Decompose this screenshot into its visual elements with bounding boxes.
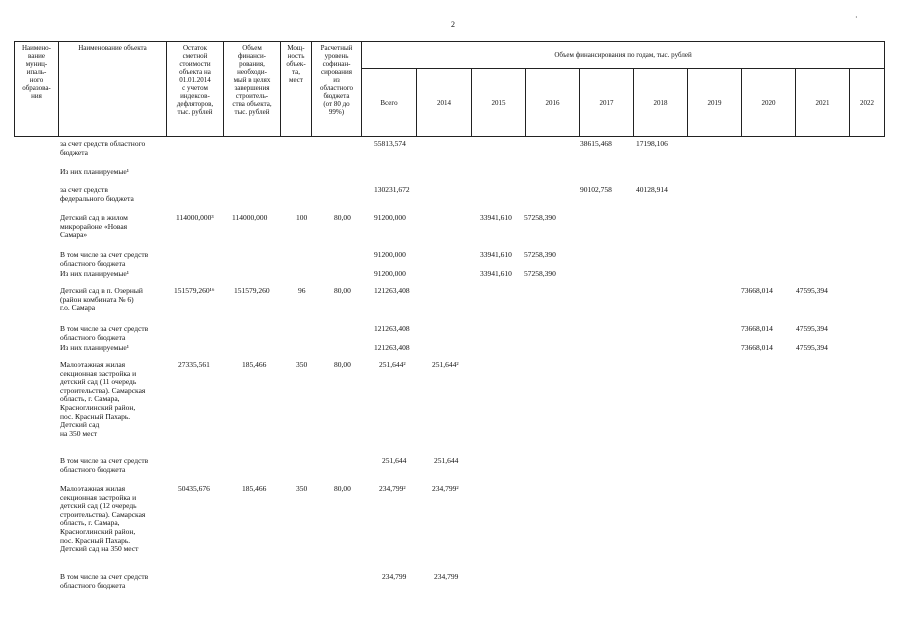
cell-total: 121263,408 — [374, 343, 410, 352]
page-number: 2 — [451, 20, 455, 29]
row-label: В том числе за счет средств областного бюджета — [60, 572, 149, 590]
row-label: за счет средств федерального бюджета — [60, 185, 134, 203]
col-total: Всего — [362, 69, 417, 137]
cell-2016: 57258,390 — [524, 250, 556, 259]
row-label: за счет средств областного бюджета — [60, 139, 146, 157]
cell-residual: 27335,561 — [178, 360, 210, 369]
col-year-2018: 2018 — [634, 69, 688, 137]
col-capacity: Мощ- ность объек- та, мест — [281, 42, 312, 137]
cell-total: 121263,408 — [374, 286, 410, 295]
cell-capacity: 96 — [298, 286, 306, 295]
col-year-2016: 2016 — [526, 69, 580, 137]
cell-2021: 47595,394 — [796, 343, 828, 352]
cell-2021: 47595,394 — [796, 324, 828, 333]
cell-capacity: 350 — [296, 484, 308, 493]
cell-residual: 50435,676 — [178, 484, 210, 493]
row-label: Из них планируемые¹ — [60, 167, 130, 176]
col-year-2014: 2014 — [417, 69, 472, 137]
cell-cofin: 80,00 — [334, 484, 351, 493]
row-label: Из них планируемые¹ — [60, 269, 130, 278]
col-year-2020: 2020 — [742, 69, 796, 137]
cell-capacity: 100 — [296, 213, 308, 222]
cell-2015: 33941,610 — [480, 250, 512, 259]
cell-residual: 151579,260¹⁶ — [174, 286, 215, 295]
col-year-2021: 2021 — [796, 69, 850, 137]
col-years-group: Объем финансирования по годам, тыс. рублей — [362, 42, 885, 69]
cell-total: 91200,000 — [374, 213, 406, 222]
cell-total: 91200,000 — [374, 269, 406, 278]
cell-2014: 251,644² — [432, 360, 459, 369]
row-label: Из них планируемые¹ — [60, 343, 130, 352]
col-year-2022: 2022 — [850, 69, 885, 137]
cell-cofin: 80,00 — [334, 360, 351, 369]
cell-total: 234,799² — [379, 484, 406, 493]
cell-2014: 234,799 — [434, 572, 459, 581]
col-residual: Остаток сметной стоимости объекта на 01.01.2014 с учетом индексов- дефляторов, тыс. рублей — [167, 42, 224, 137]
row-label: В том числе за счет средств областного бюджета — [60, 324, 149, 342]
cell-total: 251,644² — [379, 360, 406, 369]
cell-2018: 40128,914 — [636, 185, 668, 194]
stray-mark: · — [855, 13, 858, 22]
cell-cofin: 80,00 — [334, 286, 351, 295]
cell-2020: 73668,014 — [741, 286, 773, 295]
cell-2016: 57258,390 — [524, 269, 556, 278]
cell-residual: 114000,000³ — [176, 213, 214, 222]
row-label: Малоэтажная жилая секционная застройка и детский сад (12 очередь строительства). Самарская область, г. Самара, Красноглинский район, пос. Красный Пахарь. Детский сад на 350 мест — [60, 484, 146, 554]
cell-2018: 17198,106 — [636, 139, 668, 148]
cell-total: 55813,574 — [374, 139, 406, 148]
cell-cofin: 80,00 — [334, 213, 351, 222]
cell-2014: 251,644 — [434, 456, 459, 465]
cell-total: 130231,672 — [374, 185, 410, 194]
cell-2014: 234,799² — [432, 484, 459, 493]
col-year-2017: 2017 — [580, 69, 634, 137]
cell-total: 91200,000 — [374, 250, 406, 259]
cell-total: 251,644 — [382, 456, 407, 465]
cell-volume: 185,466 — [242, 484, 267, 493]
cell-2015: 33941,610 — [480, 269, 512, 278]
cell-2015: 33941,610 — [480, 213, 512, 222]
col-year-2019: 2019 — [688, 69, 742, 137]
col-municipality: Наимено- вание муниц- ипаль- ного образова- ния — [15, 42, 59, 137]
cell-2017: 90102,758 — [580, 185, 612, 194]
col-year-2015: 2015 — [472, 69, 526, 137]
col-object: Наименование объекта — [59, 42, 167, 137]
row-label: Детский сад в жилом микрорайоне «Новая Самара» — [60, 213, 128, 240]
cell-2020: 73668,014 — [741, 343, 773, 352]
row-label: В том числе за счет средств областного бюджета — [60, 250, 149, 268]
cell-volume: 114000,000 — [232, 213, 268, 222]
col-cofin: Расчетный уровень софинан- сирования из областного бюджета (от 80 до 99%) — [312, 42, 362, 137]
cell-total: 234,799 — [382, 572, 407, 581]
row-label: Малоэтажная жилая секционная застройка и детский сад (11 очередь строительства). Самарская область, г. Самара, Красноглинский район, пос. Красный Пахарь. Детский сад на 350 мест — [60, 360, 146, 438]
cell-2016: 57258,390 — [524, 213, 556, 222]
cell-volume: 185,466 — [242, 360, 267, 369]
cell-2020: 73668,014 — [741, 324, 773, 333]
cell-2017: 38615,468 — [580, 139, 612, 148]
col-volume: Объем финанси- рования, необходи- мый в целях завершения строитель- ства объекта, тыс. рублей — [224, 42, 281, 137]
row-label: Детский сад в п. Озерный (район комбината № 6) г.о. Самара — [60, 286, 143, 313]
cell-total: 121263,408 — [374, 324, 410, 333]
row-label: В том числе за счет средств областного бюджета — [60, 456, 149, 474]
cell-capacity: 350 — [296, 360, 308, 369]
cell-2021: 47595,394 — [796, 286, 828, 295]
cell-volume: 151579,260 — [234, 286, 270, 295]
